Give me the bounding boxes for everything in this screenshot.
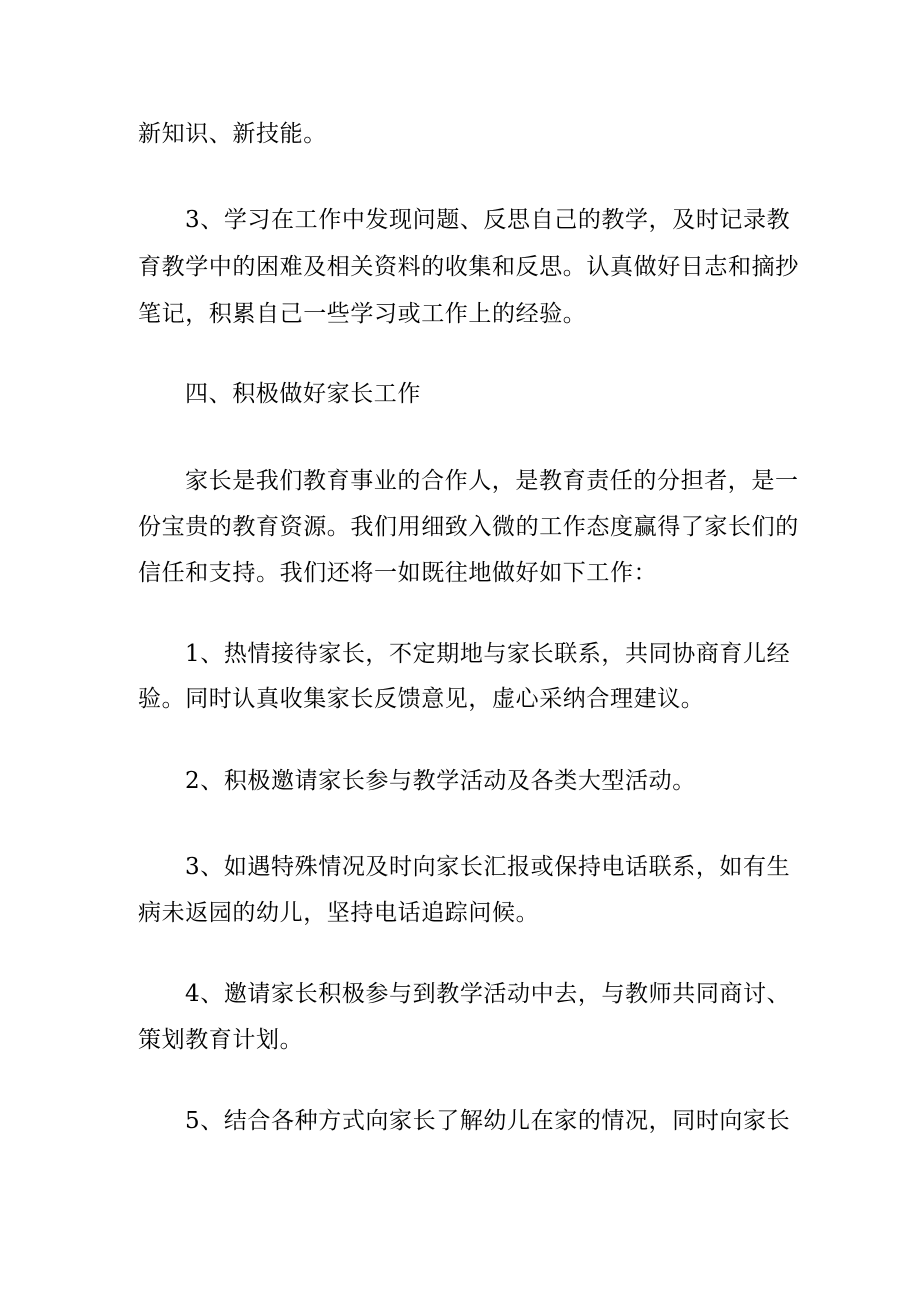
text-line: 病未返园的幼儿，坚持电话追踪问候。 bbox=[138, 900, 540, 926]
text-line: 4、邀请家长积极参与到教学活动中去，与教师共同商讨、 bbox=[185, 981, 791, 1007]
section-heading: 四、积极做好家长工作 bbox=[185, 381, 421, 407]
text-line: 2、积极邀请家长参与教学活动及各类大型活动。 bbox=[185, 768, 696, 794]
text-line: 5、结合各种方式向家长了解幼儿在家的情况，同时向家长 bbox=[185, 1108, 791, 1134]
text-line: 笔记，积累自己一些学习或工作上的经验。 bbox=[138, 301, 587, 327]
text-line: 1、热情接待家长，不定期地与家长联系，共同协商育儿经 bbox=[185, 641, 791, 667]
text-line: 3、如遇特殊情况及时向家长汇报或保持电话联系，如有生 bbox=[185, 854, 791, 880]
text-line: 3、学习在工作中发现问题、反思自己的教学，及时记录教 bbox=[185, 207, 791, 233]
text-line: 信任和支持。我们还将一如既往地做好如下工作： bbox=[138, 560, 658, 586]
text-line: 份宝贵的教育资源。我们用细致入微的工作态度赢得了家长们的 bbox=[138, 514, 799, 540]
text-line: 策划教育计划。 bbox=[138, 1027, 304, 1053]
text-line: 育教学中的困难及相关资料的收集和反思。认真做好日志和摘抄 bbox=[138, 254, 799, 280]
text-line: 验。同时认真收集家长反馈意见，虚心采纳合理建议。 bbox=[138, 686, 705, 712]
text-line: 家长是我们教育事业的合作人，是教育责任的分担者，是一 bbox=[185, 468, 799, 494]
text-line: 新知识、新技能。 bbox=[138, 121, 327, 147]
